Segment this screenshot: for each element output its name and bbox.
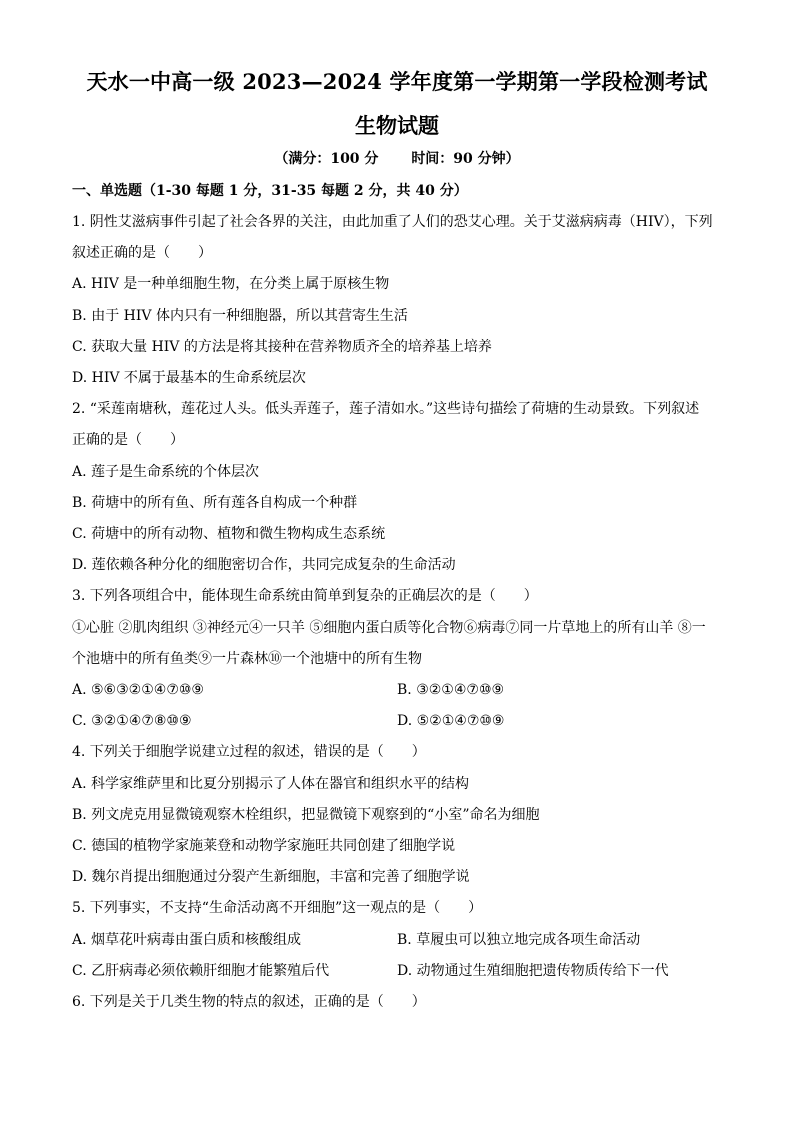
question-1-option-c: C. 获取大量 HIV 的方法是将其接种在营养物质齐全的培养基上培养 bbox=[72, 339, 492, 355]
question-4-option-a: A. 科学家维萨里和比夏分别揭示了人体在器官和组织水平的结构 bbox=[72, 776, 470, 792]
question-4-option-b: B. 列文虎克用显微镜观察木栓组织，把显微镜下观察到的“小室”命名为细胞 bbox=[72, 807, 540, 823]
question-2-option-b: B. 荷塘中的所有鱼、所有莲各自构成一个种群 bbox=[72, 495, 358, 511]
question-1-option-a: A. HIV 是一种单细胞生物，在分类上属于原核生物 bbox=[72, 276, 390, 292]
question-3-option-a: A. ⑤⑥③②①④⑦⑩⑨ bbox=[72, 682, 204, 698]
question-4-option-c: C. 德国的植物学家施莱登和动物学家施旺共同创建了细胞学说 bbox=[72, 838, 456, 854]
full-score: （满分：100 分 bbox=[274, 151, 379, 167]
question-2-option-c: C. 荷塘中的所有动物、植物和微生物构成生态系统 bbox=[72, 526, 386, 542]
question-2-stem-cont: 正确的是（ ） bbox=[72, 432, 184, 448]
question-2-option-d: D. 莲依赖各种分化的细胞密切合作，共同完成复杂的生命活动 bbox=[72, 557, 456, 573]
question-2-stem: 2. “采莲南塘秋，莲花过人头。低头弄莲子，莲子清如水。”这些诗句描绘了荷塘的生动景致。下列叙述 bbox=[72, 401, 700, 417]
question-1-option-b: B. 由于 HIV 体内只有一种细胞器，所以其营寄生生活 bbox=[72, 308, 408, 324]
question-4-option-d: D. 魏尔肖提出细胞通过分裂产生新细胞，丰富和完善了细胞学说 bbox=[72, 869, 470, 885]
question-3-items: ①心脏 ②肌肉组织 ③神经元④一只羊 ⑤细胞内蛋白质等化合物⑥病毒⑦同一片草地上的所有山羊 ⑧一 bbox=[72, 620, 706, 636]
question-3-option-b: B. ③②①④⑦⑩⑨ bbox=[397, 682, 505, 698]
question-2-option-a: A. 莲子是生命系统的个体层次 bbox=[72, 464, 260, 480]
question-1-option-d: D. HIV 不属于最基本的生命系统层次 bbox=[72, 370, 306, 386]
exam-info bbox=[0, 149, 794, 169]
question-5-option-c: C. 乙肝病毒必须依赖肝细胞才能繁殖后代 bbox=[72, 963, 330, 979]
question-3-items-cont: 个池塘中的所有鱼类⑨一片森林⑩一个池塘中的所有生物 bbox=[72, 651, 422, 667]
question-3-option-d: D. ⑤②①④⑦⑩⑨ bbox=[397, 713, 505, 729]
exam-title: 天水一中高一级 2023—2024 学年度第一学期第一学段检测考试 bbox=[86, 69, 708, 94]
question-5-stem: 5. 下列事实，不支持“生命活动离不开细胞”这一观点的是（ ） bbox=[72, 900, 483, 916]
exam-time: 时间：90 分钟） bbox=[411, 151, 520, 167]
question-4-stem: 4. 下列关于细胞学说建立过程的叙述，错误的是（ ） bbox=[72, 744, 426, 760]
question-1-stem-cont: 叙述正确的是（ ） bbox=[72, 245, 212, 261]
question-1-stem: 1. 阴性艾滋病事件引起了社会各界的关注，由此加重了人们的恐艾心理。关于艾滋病病毒（HIV），下列 bbox=[72, 214, 713, 230]
question-3-stem: 3. 下列各项组合中，能体现生命系统由简单到复杂的正确层次的是（ ） bbox=[72, 588, 538, 604]
question-5-option-d: D. 动物通过生殖细胞把遗传物质传给下一代 bbox=[397, 963, 669, 979]
question-5-option-a: A. 烟草花叶病毒由蛋白质和核酸组成 bbox=[72, 932, 302, 948]
section-heading: 一、单选题（1-30 每题 1 分，31-35 每题 2 分，共 40 分） bbox=[72, 183, 468, 199]
exam-subject: 生物试题 bbox=[355, 113, 439, 138]
question-5-option-b: B. 草履虫可以独立地完成各项生命活动 bbox=[397, 932, 641, 948]
question-3-option-c: C. ③②①④⑦⑧⑩⑨ bbox=[72, 713, 192, 729]
question-6-stem: 6. 下列是关于几类生物的特点的叙述，正确的是（ ） bbox=[72, 994, 426, 1010]
